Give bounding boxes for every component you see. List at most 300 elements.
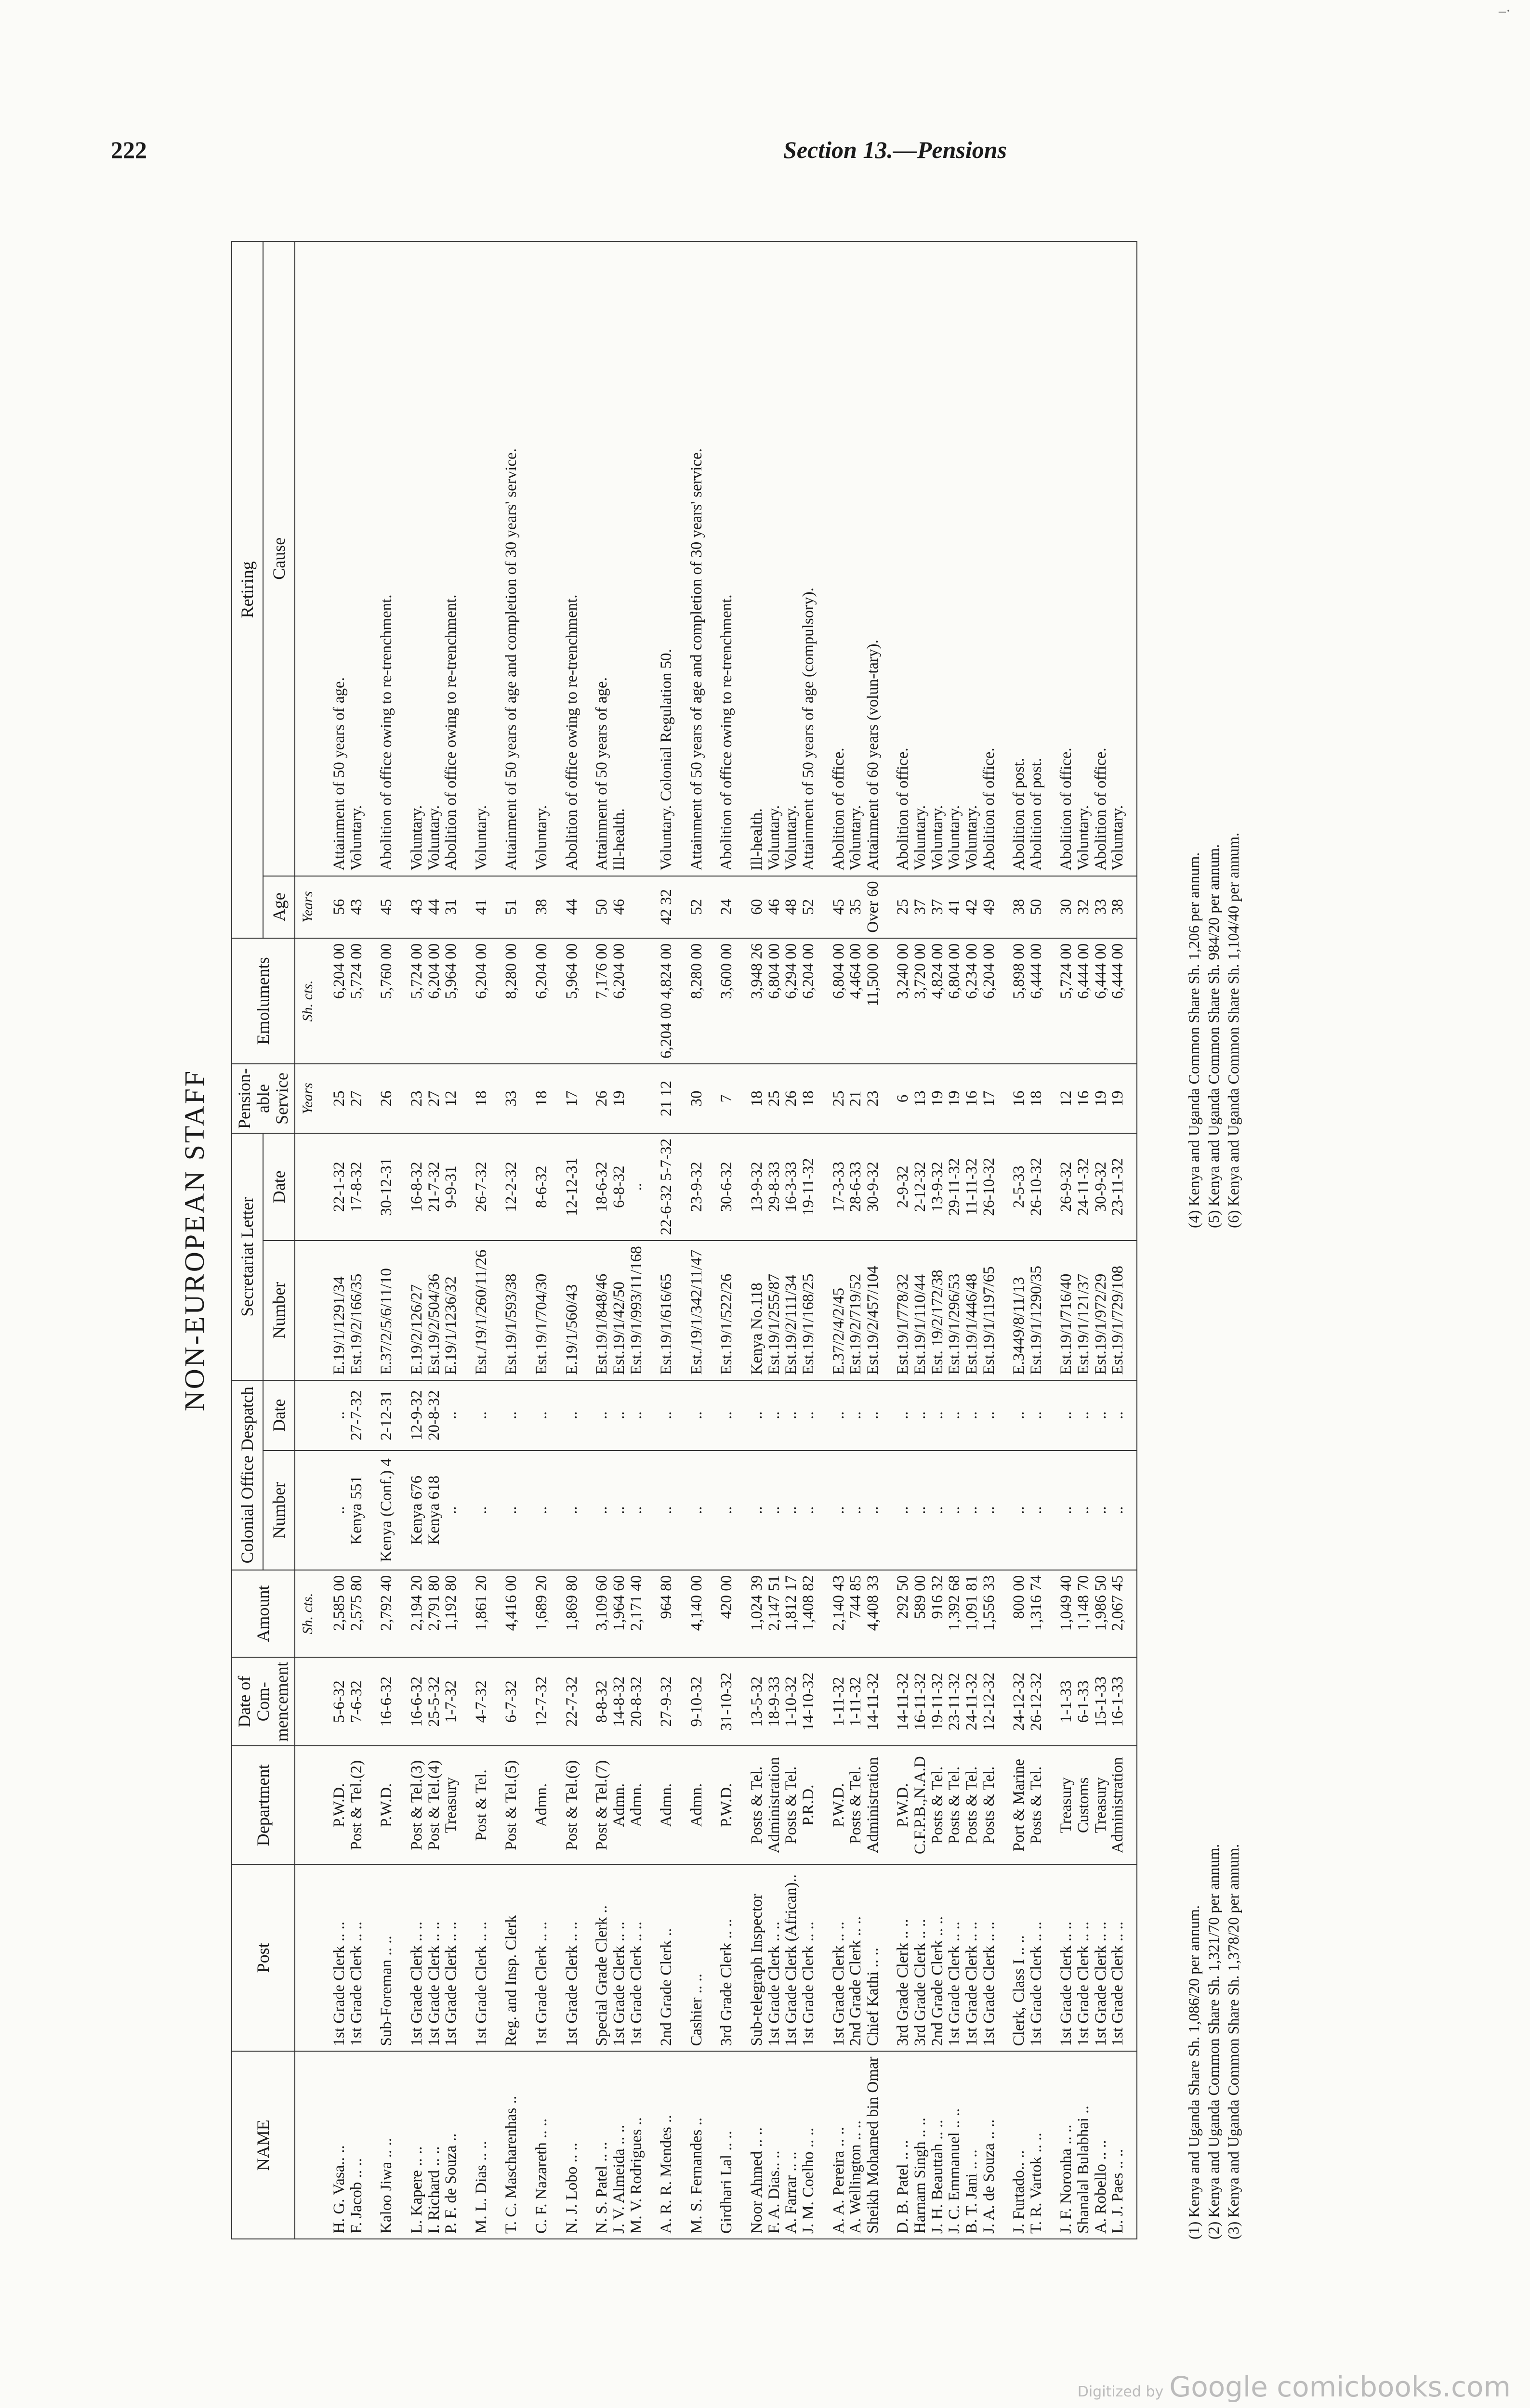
post-cell-line: 1st Grade Clerk .. .. (610, 1922, 628, 2046)
age-cell-line: 60 (748, 899, 766, 915)
co-date-cell-line: .. (1010, 1411, 1028, 1419)
department-cell (678, 1746, 708, 1864)
sec-date-cell-line: 16-8-32 (408, 1162, 425, 1212)
amount-cell-line: 1,964 60 (610, 1575, 628, 1631)
service-cell-line: 18 (1027, 1090, 1045, 1107)
sec-date-cell-line: 30-6-32 (718, 1162, 736, 1212)
service-cell-line: 23 (864, 1090, 882, 1107)
co-date-cell-line: .. (864, 1411, 882, 1419)
service-cell-line: 16 (963, 1090, 980, 1107)
sec-date-cell-line: 22-1-32 (330, 1162, 348, 1212)
age-cell-line: 32 (1075, 899, 1093, 915)
emoluments-cell-line: 3,600 00 (718, 943, 736, 999)
name-cell (583, 2051, 647, 2239)
sec-date-cell-line: 24-11-32 (1075, 1158, 1093, 1216)
department-cell-line: Administration (765, 1757, 783, 1854)
service-cell-line: 19 (928, 1090, 946, 1107)
sec-number-cell (398, 1241, 462, 1380)
age-cell-line: 46 (610, 899, 628, 915)
amount-cell-line: 2,140 43 (830, 1575, 847, 1631)
co-number-cell (820, 1451, 884, 1570)
co-date-cell-line: .. (1092, 1411, 1109, 1419)
co-date-cell (647, 1380, 678, 1451)
department-cell-line: Administration (864, 1757, 882, 1854)
table-body (295, 241, 1137, 2239)
sec-number-cell-line: Est.19/1/848/46 (593, 1273, 611, 1375)
name-cell-line: J. C. Emmanuel .. .. (946, 2108, 963, 2234)
amount-cell-line: 1,024 39 (748, 1575, 766, 1631)
co-number-cell-line: Kenya 551 (347, 1475, 365, 1545)
co-date-cell-line: .. (980, 1411, 998, 1419)
emoluments-cell-line: 3,240 00 (894, 943, 912, 999)
department-cell-line: P.R.D. (799, 1784, 817, 1826)
emoluments-cell-line: 11,500 00 (864, 943, 882, 1007)
post-cell-line: 1st Grade Clerk .. .. (1092, 1922, 1109, 2046)
post-cell-line: 1st Grade Clerk (African).. (782, 1874, 800, 2046)
commencement-cell-line: 1-11-32 (830, 1676, 847, 1727)
name-cell-line: A. Farrar .. .. (782, 2151, 800, 2234)
amount-cell-line: 1,861 20 (472, 1575, 490, 1631)
co-date-cell-line: .. (847, 1411, 865, 1419)
header-date-commencement: Date of Com-mencement (232, 1657, 295, 1746)
department-cell-line: Admn. (687, 1783, 705, 1827)
co-date-cell-line: 2-12-31 (378, 1390, 396, 1440)
sec-date-cell (647, 1133, 678, 1241)
age-cell (820, 876, 884, 938)
commencement-cell (884, 1657, 1000, 1746)
cause-cell-line: Abolition of office. (1092, 747, 1109, 871)
name-cell (398, 2051, 462, 2239)
emoluments-cell-line: 6,204 00 (980, 943, 998, 999)
age-cell-line: 25 (894, 899, 912, 915)
emoluments-cell-line: 6,204 00 4,824 00 (658, 943, 675, 1059)
header-pensionable-service: Pension-able Service (232, 1064, 295, 1133)
table-row (708, 241, 738, 2239)
name-cell (647, 2051, 678, 2239)
sec-date-cell (398, 1133, 462, 1241)
amount-cell (820, 1570, 884, 1658)
post-cell (368, 1864, 398, 2051)
sec-date-cell-line: 16-3-33 (782, 1162, 800, 1212)
header-emoluments: Emoluments (232, 938, 295, 1064)
service-cell-line: 23 (408, 1090, 425, 1107)
co-date-cell-line: .. (830, 1411, 847, 1419)
co-number-cell (738, 1451, 820, 1570)
sec-date-cell-line: 13-9-32 (748, 1162, 766, 1212)
co-number-cell (523, 1451, 553, 1570)
name-cell-line: F. A. Dias.. .. (765, 2150, 783, 2234)
department-cell-line: Post & Tel.(5) (502, 1760, 520, 1850)
name-cell-line: A. Wellington .. .. (847, 2120, 865, 2234)
co-number-cell (708, 1451, 738, 1570)
co-number-cell-line: .. (1027, 1506, 1045, 1515)
header-retiring: Retiring (232, 241, 263, 938)
name-cell-line: M. V. Rodrigues .. (627, 2117, 645, 2234)
cause-cell-line: Attainment of 50 years of age. (330, 677, 348, 871)
age-cell (398, 876, 462, 938)
co-number-cell-line: .. (1075, 1506, 1093, 1515)
cause-cell (1047, 241, 1137, 876)
age-cell-line: 35 (847, 899, 865, 915)
sec-number-cell (462, 1241, 493, 1380)
commencement-cell-line: 25-5-32 (425, 1676, 443, 1727)
corner-mark: –· (1499, 3, 1511, 19)
amount-cell (738, 1570, 820, 1658)
cause-cell-line: Voluntary. (347, 805, 365, 871)
amount-cell (398, 1570, 462, 1658)
units-row (295, 241, 320, 2239)
post-cell (320, 1864, 368, 2051)
co-number-cell (583, 1451, 647, 1570)
sec-number-cell (738, 1241, 820, 1380)
emoluments-cell (398, 938, 462, 1064)
name-cell-line: Sheikh Mohamed bin Omar (864, 2056, 882, 2234)
amount-cell (884, 1570, 1000, 1658)
sec-number-cell-line: E.19/1/560/43 (563, 1284, 580, 1375)
co-number-cell-line: .. (687, 1506, 705, 1515)
age-cell-line: 44 (563, 899, 580, 915)
sec-number-cell-line: E.19/1/1236/32 (442, 1276, 460, 1375)
co-number-cell-line: .. (980, 1506, 998, 1515)
cause-cell-line: Attainment of 60 years (volun-tary). (864, 640, 882, 871)
amount-cell-line: 4,140 00 (687, 1575, 705, 1631)
emoluments-cell-line: 6,204 00 (472, 943, 490, 999)
post-cell (462, 1864, 493, 2051)
age-cell-line: 30 (1057, 899, 1075, 915)
sec-number-cell-line: Est.19/1/168/25 (799, 1273, 817, 1375)
name-cell-line: J. A. de Souza .. .. (980, 2119, 998, 2234)
sec-date-cell (462, 1133, 493, 1241)
commencement-cell-line: 9-10-32 (687, 1676, 705, 1727)
name-cell (523, 2051, 553, 2239)
emoluments-cell-line: 8,280 00 (502, 943, 520, 999)
co-date-cell-line: .. (894, 1411, 912, 1419)
age-cell (583, 876, 647, 938)
post-cell-line: Cashier .. .. (687, 1974, 705, 2046)
sec-number-cell (708, 1241, 738, 1380)
commencement-cell-line: 13-5-32 (748, 1676, 766, 1727)
sec-number-cell-line: Est.19/1/593/38 (502, 1273, 520, 1375)
department-cell-line: Post & Tel. (472, 1769, 490, 1841)
emoluments-cell-line: 6,294 00 (782, 943, 800, 999)
commencement-cell-line: 31-10-32 (718, 1672, 736, 1731)
sec-number-cell-line: Est.19/2/111/34 (782, 1275, 800, 1375)
sec-date-cell (1000, 1133, 1047, 1241)
header-co-date: Date (263, 1380, 294, 1451)
sec-date-cell-line: 12-2-32 (502, 1162, 520, 1212)
amount-cell-line: 2,791 80 (425, 1575, 443, 1631)
service-cell-line: 21 12 (658, 1080, 675, 1117)
post-cell-line: 1st Grade Clerk .. .. (1027, 1922, 1045, 2046)
co-number-cell-line: .. (830, 1506, 847, 1515)
cause-cell-line: Abolition of office. (830, 747, 847, 871)
commencement-cell-line: 20-8-32 (627, 1676, 645, 1727)
name-cell-line: Harnam Singh .. .. (911, 2117, 929, 2234)
age-cell (523, 876, 553, 938)
co-date-cell (820, 1380, 884, 1451)
rotated-table-area (178, 241, 1455, 2239)
service-cell-line: 12 (1057, 1090, 1075, 1107)
co-date-cell (738, 1380, 820, 1451)
cause-cell (553, 241, 583, 876)
co-date-cell (523, 1380, 553, 1451)
post-cell-line: 1st Grade Clerk .. .. (980, 1922, 998, 2046)
amount-cell (553, 1570, 583, 1658)
sec-date-cell (553, 1133, 583, 1241)
table-row (820, 241, 884, 2239)
commencement-cell-line: 1-7-32 (442, 1680, 460, 1723)
commencement-cell (492, 1657, 523, 1746)
sec-date-cell-line: 17-3-33 (830, 1162, 847, 1212)
age-cell-line: 51 (502, 899, 520, 915)
co-date-cell-line: .. (1057, 1411, 1075, 1419)
sec-number-cell (553, 1241, 583, 1380)
department-cell-line: Posts & Tel. (748, 1766, 766, 1844)
commencement-cell (368, 1657, 398, 1746)
co-number-cell (320, 1451, 368, 1570)
age-cell (647, 876, 678, 938)
emoluments-cell-line: 6,444 00 (1027, 943, 1045, 999)
emoluments-cell-line: 3,720 00 (911, 943, 929, 999)
emoluments-cell-line: 6,204 00 (425, 943, 443, 999)
post-cell-line: 1st Grade Clerk .. .. (563, 1922, 580, 2046)
co-number-cell-line: .. (658, 1506, 675, 1515)
unit-emoluments: Sh. cts. (295, 938, 320, 1064)
commencement-cell-line: 14-10-32 (799, 1672, 817, 1731)
emoluments-cell-line: 6,204 00 (330, 943, 348, 999)
post-cell-line: Special Grade Clerk .. (593, 1905, 611, 2046)
amount-cell-line: 3,109 60 (593, 1575, 611, 1631)
service-cell (647, 1064, 678, 1133)
sec-number-cell-line: Est.19/1/42/50 (610, 1282, 628, 1375)
sec-date-cell (583, 1133, 647, 1241)
name-cell-line: D. B. Patel .. .. (894, 2140, 912, 2234)
co-number-cell-line: .. (963, 1506, 980, 1515)
sec-date-cell (1047, 1133, 1137, 1241)
cause-cell-line: Abolition of office. (980, 747, 998, 871)
post-cell-line: 1st Grade Clerk .. .. (442, 1922, 460, 2046)
footnote: (3) Kenya and Uganda Common Share Sh. 1,378/20 per annum. (1225, 1844, 1242, 2239)
emoluments-cell-line: 5,898 00 (1010, 943, 1028, 999)
table-row (492, 241, 523, 2239)
co-number-cell-line: .. (563, 1506, 580, 1515)
cause-cell (368, 241, 398, 876)
pension-table-wrapper (231, 241, 1137, 2239)
age-cell-line: 56 (330, 899, 348, 915)
footnote: (6) Kenya and Uganda Common Share Sh. 1,104/40 per annum. (1225, 832, 1242, 1228)
service-cell-line: 17 (980, 1090, 998, 1107)
sec-date-cell-line: 12-12-31 (563, 1157, 580, 1216)
cause-cell (884, 241, 1000, 876)
post-cell (1000, 1864, 1047, 2051)
department-cell (647, 1746, 678, 1864)
co-number-cell-line: .. (330, 1506, 348, 1515)
cause-cell-line: Voluntary. (1075, 805, 1093, 871)
table-row (398, 241, 462, 2239)
sec-date-cell-line: 26-10-32 (1027, 1157, 1045, 1216)
commencement-cell-line: 16-1-33 (1109, 1676, 1127, 1727)
sec-date-cell (678, 1133, 708, 1241)
emoluments-cell (583, 938, 647, 1064)
co-date-cell-line: .. (687, 1411, 705, 1419)
service-cell (583, 1064, 647, 1133)
sec-number-cell (523, 1241, 553, 1380)
sec-date-cell-line: 22-6-32 5-7-32 (658, 1139, 675, 1235)
amount-cell-line: 4,408 33 (864, 1575, 882, 1631)
sec-date-cell-line: 29-11-32 (946, 1158, 963, 1216)
service-cell (678, 1064, 708, 1133)
department-cell-line: Posts & Tel. (782, 1766, 800, 1844)
name-cell-line: B. T. Jani .. .. (963, 2149, 980, 2234)
cause-cell (820, 241, 884, 876)
department-cell (1000, 1746, 1047, 1864)
sec-date-cell-line: 30-12-31 (378, 1157, 396, 1216)
cause-cell-line: Abolition of office. (1057, 747, 1075, 871)
name-cell-line: C. F. Nazareth .. .. (533, 2118, 551, 2234)
post-cell (553, 1864, 583, 2051)
age-cell (1047, 876, 1137, 938)
emoluments-cell-line: 7,176 00 (593, 943, 611, 999)
co-date-cell-line: .. (782, 1411, 800, 1419)
sec-date-cell-line: 26-10-32 (980, 1157, 998, 1216)
amount-cell-line: 420 00 (718, 1575, 736, 1619)
service-cell (820, 1064, 884, 1133)
name-cell-line: T. C. Mascharenhas .. (502, 2095, 520, 2234)
co-number-cell-line: .. (610, 1506, 628, 1515)
name-cell-line: I. Richard .. .. (425, 2146, 443, 2234)
footnote: (1) Kenya and Uganda Share Sh. 1,086/20 per annum. (1185, 1905, 1202, 2239)
name-cell-line: J. M. Coelho .. .. (799, 2127, 817, 2234)
department-cell-line: C.F.P.B.,N.A.D (911, 1756, 929, 1855)
department-cell (320, 1746, 368, 1864)
department-cell (523, 1746, 553, 1864)
sec-number-cell (320, 1241, 368, 1380)
emoluments-cell (738, 938, 820, 1064)
service-cell-line: 18 (748, 1090, 766, 1107)
age-cell (320, 876, 368, 938)
commencement-cell-line: 14-8-32 (610, 1676, 628, 1727)
emoluments-cell (678, 938, 708, 1064)
sec-date-cell-line: 29-8-33 (765, 1162, 783, 1212)
commencement-cell (1047, 1657, 1137, 1746)
sec-number-cell-line: Est.19/1/255/87 (765, 1273, 783, 1375)
department-cell (583, 1746, 647, 1864)
sec-date-cell-line: 2-12-32 (911, 1162, 929, 1212)
header-post: Post (232, 1864, 295, 2051)
emoluments-cell (462, 938, 493, 1064)
department-cell-line: Treasury (1092, 1777, 1109, 1833)
sec-number-cell (368, 1241, 398, 1380)
co-number-cell (647, 1451, 678, 1570)
commencement-cell (320, 1657, 368, 1746)
post-cell-line: 1st Grade Clerk .. .. (830, 1922, 847, 2046)
table-title: NON-EUROPEAN STAFF (179, 1069, 210, 1412)
amount-cell-line: 1,392 68 (946, 1575, 963, 1631)
post-cell-line: 1st Grade Clerk .. .. (1075, 1922, 1093, 2046)
age-cell-line: 38 (1010, 899, 1028, 915)
name-cell (462, 2051, 493, 2239)
commencement-cell-line: 24-11-32 (963, 1673, 980, 1731)
co-date-cell-line: .. (627, 1411, 645, 1419)
service-cell (738, 1064, 820, 1133)
commencement-cell (738, 1657, 820, 1746)
sec-number-cell-line: Est./19/1/342/11/47 (687, 1249, 705, 1375)
age-cell (553, 876, 583, 938)
service-cell (884, 1064, 1000, 1133)
amount-cell-line: 1,812 17 (782, 1575, 800, 1631)
sec-date-cell-line: 18-6-32 (593, 1162, 611, 1212)
sec-date-cell (820, 1133, 884, 1241)
co-number-cell-line: .. (1057, 1506, 1075, 1515)
sec-date-cell-line: 26-7-32 (472, 1162, 490, 1212)
amount-cell (492, 1570, 523, 1658)
sec-number-cell-line: E.37/2/4/2/45 (830, 1288, 847, 1375)
post-cell (583, 1864, 647, 2051)
department-cell (1047, 1746, 1137, 1864)
emoluments-cell (320, 938, 368, 1064)
amount-cell (368, 1570, 398, 1658)
co-date-cell (884, 1380, 1000, 1451)
service-cell-line: 18 (799, 1090, 817, 1107)
sec-date-cell (523, 1133, 553, 1241)
service-cell-line: 33 (502, 1090, 520, 1107)
age-cell-line: 52 (687, 899, 705, 915)
amount-cell-line: 1,556 33 (980, 1575, 998, 1631)
service-cell-line: 6 (894, 1094, 912, 1103)
sec-number-cell-line: Est.19/1/729/108 (1109, 1266, 1127, 1375)
sec-date-cell-line: 23-11-32 (1109, 1158, 1127, 1216)
department-cell-line: P.W.D. (830, 1783, 847, 1827)
header-colonial-office-despatch: Colonial Office Despatch (232, 1380, 263, 1570)
amount-cell-line: 1,148 70 (1075, 1575, 1093, 1631)
service-cell-line: 17 (563, 1090, 580, 1107)
co-date-cell-line: .. (563, 1411, 580, 1419)
post-cell (708, 1864, 738, 2051)
amount-cell-line: 916 32 (928, 1575, 946, 1619)
co-number-cell-line: .. (946, 1506, 963, 1515)
department-cell-line: Admn. (627, 1783, 645, 1827)
commencement-cell (708, 1657, 738, 1746)
co-date-cell-line: .. (533, 1411, 551, 1419)
table-row (583, 241, 647, 2239)
sec-date-cell (368, 1133, 398, 1241)
post-cell-line: 3rd Grade Clerk .. .. (894, 1919, 912, 2046)
co-date-cell-line: .. (1027, 1411, 1045, 1419)
emoluments-cell-line: 6,444 00 (1092, 943, 1109, 999)
post-cell-line: 1st Grade Clerk .. .. (1109, 1922, 1127, 2046)
commencement-cell-line: 18-9-33 (765, 1676, 783, 1727)
co-date-cell-line: .. (1075, 1411, 1093, 1419)
sec-number-cell-line: Est.19/1/296/53 (946, 1273, 963, 1375)
department-cell-line: Administration (1109, 1757, 1127, 1854)
co-number-cell (884, 1451, 1000, 1570)
name-cell-line: M. S. Fernandes .. (687, 2117, 705, 2234)
age-cell-line: 37 (928, 899, 946, 915)
footnote: (5) Kenya and Uganda Common Share Sh. 984/20 per annum. (1205, 844, 1222, 1228)
amount-cell-line: 2,147 51 (765, 1575, 783, 1631)
table-row (1047, 241, 1137, 2239)
amount-cell-line: 1,986 50 (1092, 1575, 1109, 1631)
department-cell-line: Post & Tel.(6) (563, 1760, 580, 1850)
age-cell-line: 38 (533, 899, 551, 915)
department-cell-line: Post & Tel.(7) (593, 1760, 611, 1850)
emoluments-cell-line: 6,204 00 (533, 943, 551, 999)
co-number-cell-line: Kenya 676 (408, 1475, 425, 1545)
cause-cell (583, 241, 647, 876)
cause-cell-line: Abolition of post. (1010, 758, 1028, 871)
service-cell-line: 18 (533, 1090, 551, 1107)
emoluments-cell-line: 5,724 00 (408, 943, 425, 999)
